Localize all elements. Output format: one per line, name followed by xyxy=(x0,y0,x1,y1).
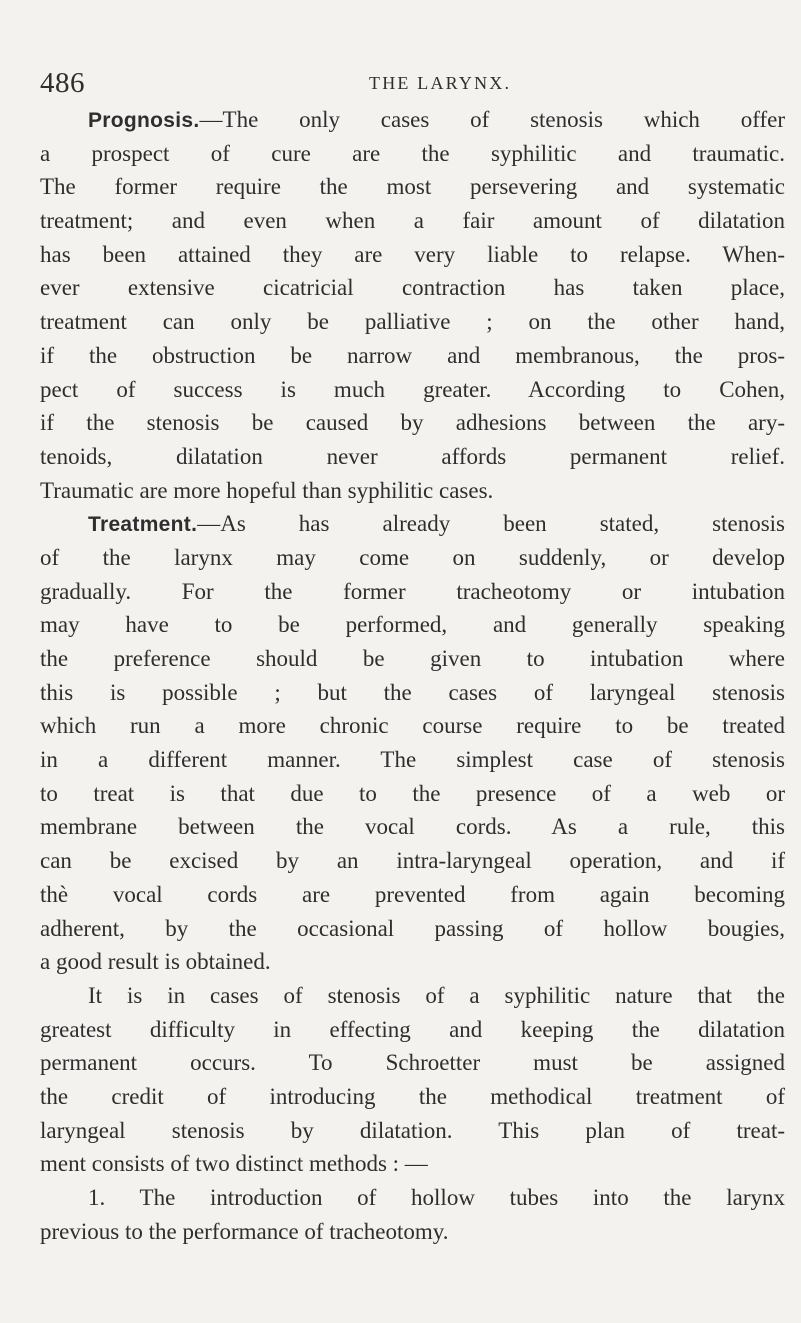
body-text xyxy=(40,103,785,1248)
text-line: to treat is that due to the presence of a web or xyxy=(40,780,785,806)
section-heading-treatment: Treatment. xyxy=(88,513,198,537)
text-line: Treatment.—As has already been stated, stenosis xyxy=(88,511,785,537)
text-line: greatest difficulty in effecting and keeping the dilatation xyxy=(40,1016,785,1042)
text-line: pect of success is much greater. According to Cohen, xyxy=(40,376,785,402)
text-line: thè vocal cords are prevented from again becoming xyxy=(40,881,785,907)
text-line: this is possible ; but the cases of laryngeal stenosis xyxy=(40,679,785,705)
running-head: THE LARYNX. xyxy=(369,73,512,93)
text-line: has been attained they are very liable to relapse. When- xyxy=(40,241,785,267)
text-line: of the larynx may come on suddenly, or develop xyxy=(40,544,785,570)
text-line: may have to be performed, and generally speaking xyxy=(40,612,785,638)
text-line: permanent occurs. To Schroetter must be assigned xyxy=(40,1050,785,1076)
text-line: The former require the most persevering and systematic xyxy=(40,174,785,200)
text-line: treatment; and even when a fair amount of dilatation xyxy=(40,208,785,234)
text-line: treatment can only be palliative ; on the other hand, xyxy=(40,309,785,335)
text-line: can be excised by an intra-laryngeal operation, and if xyxy=(40,848,785,874)
text-line: the preference should be given to intubation where xyxy=(40,646,785,671)
text-line: ment consists of two distinct methods : — xyxy=(40,1151,428,1177)
text-line: tenoids, dilatation never affords permanent relief. xyxy=(40,443,785,469)
text-line: ever extensive cicatricial contraction has taken place, xyxy=(40,275,785,301)
text-line: a prospect of cure are the syphilitic and traumatic. xyxy=(40,140,785,166)
text-line: Traumatic are more hopeful than syphilitic cases. xyxy=(40,477,494,503)
section-heading-prognosis: Prognosis. xyxy=(88,109,200,132)
text-line: previous to the performance of tracheotomy. xyxy=(40,1218,449,1244)
text-line: 1. The introduction of hollow tubes into the larynx xyxy=(88,1185,785,1210)
text-line: if the obstruction be narrow and membranous, the pros- xyxy=(40,342,785,368)
text-line: laryngeal stenosis by dilatation. This plan of treat- xyxy=(40,1117,785,1143)
text-line: membrane between the vocal cords. As a rule, this xyxy=(40,814,785,840)
text-line: in a different manner. The simplest case of stenosis xyxy=(40,747,785,773)
text-line: which run a more chronic course require to be treated xyxy=(40,713,785,739)
text-line: gradually. For the former tracheotomy or intubation xyxy=(40,578,785,604)
page-number: 486 xyxy=(40,67,85,99)
text-line: if the stenosis be caused by adhesions between the ary- xyxy=(40,410,785,436)
text-line: a good result is obtained. xyxy=(40,949,271,975)
text-line: adherent, by the occasional passing of hollow bougies, xyxy=(40,915,785,941)
text-line: the credit of introducing the methodical treatment of xyxy=(40,1083,785,1109)
text-line: Prognosis.—The only cases of stenosis which offer xyxy=(88,107,785,132)
text-line: It is in cases of stenosis of a syphilitic nature that the xyxy=(88,982,785,1008)
